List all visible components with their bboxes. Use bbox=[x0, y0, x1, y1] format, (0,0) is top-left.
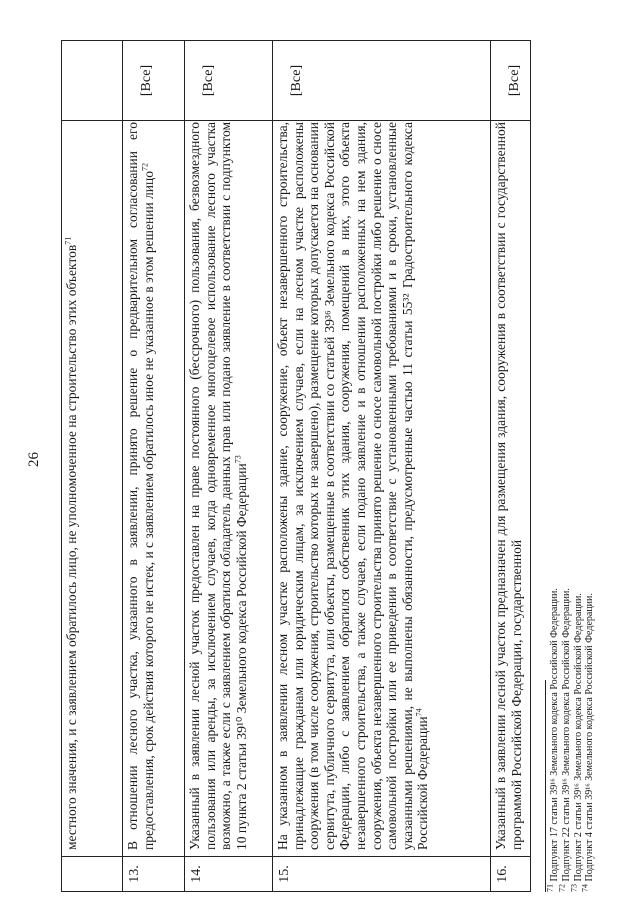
footnote-ref: 71 bbox=[63, 236, 73, 245]
table-row bbox=[122, 41, 184, 891]
footnote: $^{74}$ Подпункт 4 статьи 39¹⁶ Земельного кодекса Российской Федерации. bbox=[581, 593, 596, 892]
footnote: $^{71}$ Подпункт 17 статьи 39¹⁶ Земельного кодекса Российской Федерации. bbox=[545, 588, 560, 892]
applicability-label: [Все] bbox=[289, 64, 304, 97]
row-number: 13. bbox=[123, 856, 184, 891]
footnote-ref: 74 bbox=[414, 708, 424, 717]
row-text: Указанный в заявлении лесной участок предназначен для размещения здания, сооружения в соответствии с государственной программой Российской Федерации, государственной bbox=[493, 122, 524, 850]
row-number: 15. bbox=[273, 856, 490, 891]
footnote-ref: 73 bbox=[233, 455, 243, 464]
applicability-cell bbox=[273, 41, 490, 121]
row-number: 14. bbox=[185, 856, 272, 891]
row-text: На указанном в заявлении лесном участке расположены здание, сооружение, объект незавершенного строительства, принадлежащие гражданам или юридическим лицам, за исключением случаев, если на лесном участке расположены сооружения (в том числе сооружения, строительство которых не завершено), размещение которых допускается на основании сервитута, публичного сервитута, или объекты, размещенные в соответствии со статьей 39³⁶ Земельного кодекса Российской Федерации, либо с заявлением обратился собственник этих здания, сооружения, помещений в них, этого объекта незавершенного строительства, а также случаев, если подано заявление и в отношении расположенных на нем здания, сооружения, объекта незавершенного строительства принято решение о сносе самовольной постройки либо решение о сносе самовольной постройки или ее приведении в соответствие с установленными требованиями и в сроки, установленные указанными решениями, не выполнены обязанности, предусмотренные частью 11 статьи 55³² Градостроительного кодекса Российской Федерации$^{74}$ bbox=[275, 122, 431, 850]
footnotes bbox=[545, 588, 596, 892]
table-row bbox=[184, 41, 272, 891]
applicability-cell bbox=[123, 41, 184, 121]
table-row bbox=[62, 41, 122, 891]
row-text: Указанный в заявлении лесной участок предоставлен на праве постоянного (бессрочного) пользования, безвозмездного пользования или аренды, за исключением случаев, когда одновременное многоцелевое использование лесного участка возможно, а также если с заявлением обратился обладатель данных прав или подано заявление в соответствии с подпунктом 10 пункта 2 статьи 39¹⁰ Земельного кодекса Российской Федерации$^{73}$ bbox=[187, 122, 249, 850]
applicability-cell bbox=[491, 41, 530, 121]
row-number bbox=[62, 856, 122, 891]
footnote: $^{73}$ Подпункт 2 статьи 39¹⁶ Земельного кодекса Российской Федерации. bbox=[569, 593, 584, 892]
row-text: местного значения, и с заявлением обратилось лицо, не уполномоченное на строительство этих объектов$^{71}$ bbox=[63, 236, 79, 850]
row-text: В отношении лесного участка, указанного в заявлении, принято решение о предварительном согласовании его предоставления, срок действия которого не истек, и с заявлением обратилось иное не указанное в этом решении лицо$^{72}$ bbox=[125, 122, 156, 850]
table-row bbox=[272, 41, 490, 891]
footnote: $^{72}$ Подпункт 22 статьи 39¹⁶ Земельного кодекса Российской Федерации. bbox=[557, 588, 572, 892]
row-number: 16. bbox=[491, 856, 530, 891]
page-number: 26 bbox=[26, 452, 42, 467]
table-row bbox=[490, 41, 530, 891]
applicability-cell bbox=[62, 41, 122, 121]
footnote-divider bbox=[545, 680, 546, 892]
criteria-table bbox=[61, 40, 531, 892]
applicability-label: [Все] bbox=[139, 64, 154, 97]
applicability-label: [Все] bbox=[201, 64, 216, 97]
footnote-ref: 72 bbox=[140, 163, 150, 171]
applicability-label: [Все] bbox=[507, 64, 522, 97]
applicability-cell bbox=[185, 41, 272, 121]
